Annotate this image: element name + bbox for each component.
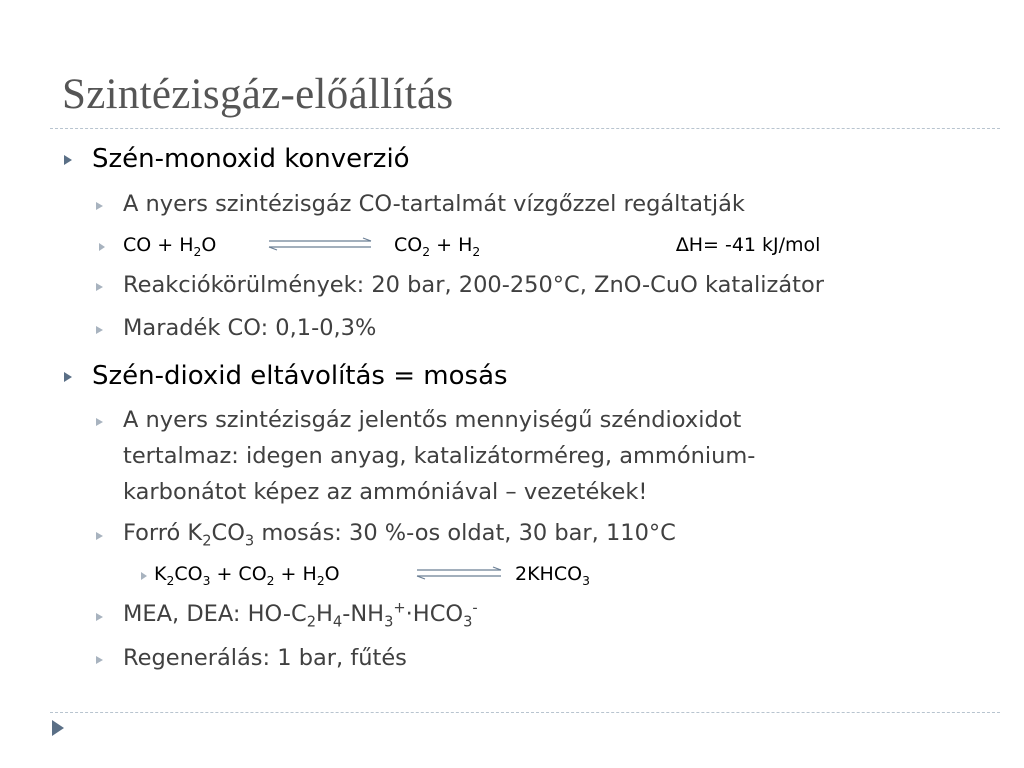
triangle-bullet-icon	[96, 283, 103, 291]
triangle-bullet-icon	[64, 155, 72, 165]
equilibrium-arrow-icon	[265, 237, 375, 251]
list-item: Regenerálás: 1 bar, fűtés	[123, 645, 407, 671]
equation-carbonate-product: $2KHCO_3$	[515, 563, 590, 588]
equation-co-shift: CO + $H_2O$	[123, 234, 217, 259]
footer-divider	[50, 712, 1000, 713]
triangle-bullet-icon	[96, 326, 103, 334]
list-item: Reakciókörülmények: 20 bar, 200-250°C, ZnO-CuO katalizátor	[123, 272, 824, 298]
triangle-bullet-icon	[64, 372, 72, 382]
list-item: Maradék CO: 0,1-0,3%	[123, 315, 377, 341]
list-item-continuation: karbonátot képez az ammóniával – vezetékek!	[123, 479, 648, 505]
equilibrium-arrow-icon	[413, 566, 505, 580]
list-item: A nyers szintézisgáz CO-tartalmát vízgőzzel regáltatják	[123, 191, 745, 217]
triangle-bullet-icon	[96, 202, 103, 210]
triangle-bullet-icon	[99, 243, 105, 251]
triangle-bullet-icon	[96, 613, 103, 621]
triangle-bullet-icon	[141, 572, 147, 580]
enthalpy-value: ∆H= -41 kJ/mol	[676, 234, 821, 256]
section-heading: Szén-dioxid eltávolítás = mosás	[92, 361, 508, 391]
title-divider	[50, 128, 1000, 129]
list-item: A nyers szintézisgáz jelentős mennyiségű széndioxidot	[123, 407, 742, 433]
list-item-continuation: tertalmaz: idegen anyag, katalizátorméreg, ammónium-	[123, 443, 756, 469]
triangle-bullet-icon	[96, 656, 103, 664]
list-item-forro: Forró $K_2CO_3$ mosás: 30 %-os oldat, 30 bar, 110°C	[123, 520, 676, 550]
equation-co-shift-products: $CO_2 + H_2$	[394, 234, 481, 259]
triangle-bullet-icon	[96, 532, 103, 540]
slide-title: Szintézisgáz-előállítás	[62, 71, 454, 118]
equation-carbonate: $K_2CO_3 + CO_2 + H_2O$	[154, 563, 340, 588]
triangle-bullet-icon	[96, 418, 103, 426]
list-item-mea: MEA, DEA: $HO-C_2H_4-NH_3^+\cdot HCO_3^-$	[123, 599, 478, 631]
section-heading: Szén-monoxid konverzió	[92, 144, 410, 174]
slide-nav-arrow-icon[interactable]	[50, 719, 66, 737]
